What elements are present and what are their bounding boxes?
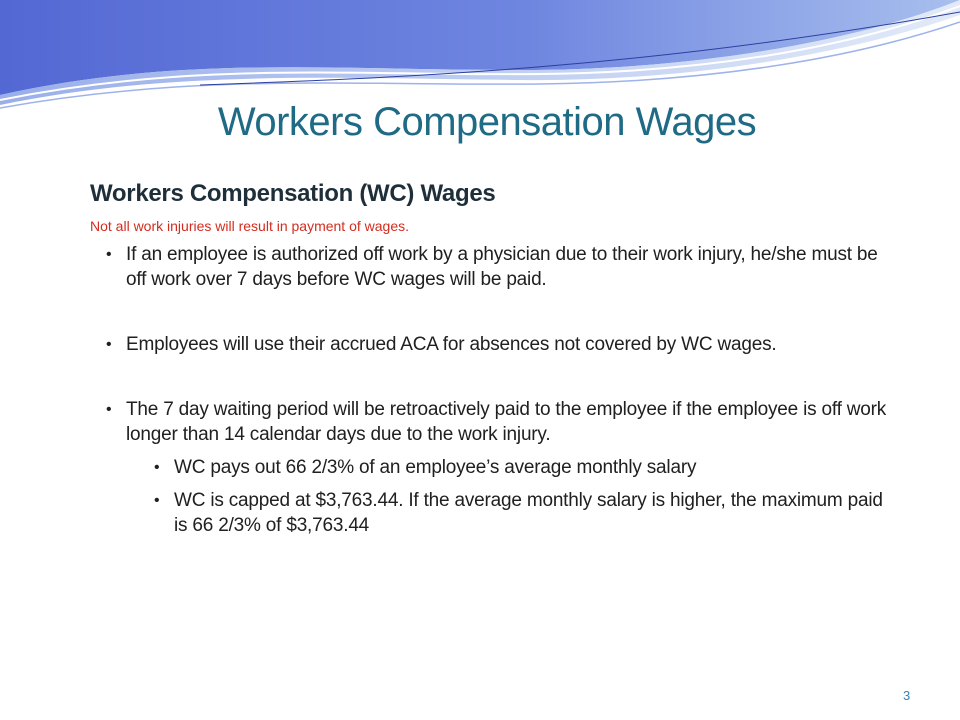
bullet-icon: • <box>154 492 160 509</box>
section-subheading: Workers Compensation (WC) Wages <box>90 180 496 207</box>
bullet-text: Employees will use their accrued ACA for absences not covered by WC wages. <box>126 334 777 355</box>
sub-bullet-item <box>126 488 890 538</box>
bullet-text: The 7 day waiting period will be retroactively paid to the employee if the employee is off work longer than 14 calendar days due to the work injury. <box>126 399 887 445</box>
bullet-icon: • <box>106 336 112 353</box>
bullet-item <box>90 332 890 357</box>
header-wave-decoration <box>0 0 960 110</box>
sub-bullet-text: WC is capped at $3,763.44. If the average monthly salary is higher, the maximum paid is 66 2/3% of $3,763.44 <box>174 490 883 536</box>
bullet-list <box>90 242 890 538</box>
page-number: 3 <box>903 688 911 703</box>
bullet-icon: • <box>154 459 160 476</box>
warning-note: Not all work injuries will result in payment of wages. <box>90 218 410 234</box>
slide-title: Workers Compensation Wages <box>217 100 757 144</box>
bullet-text: If an employee is authorized off work by a physician due to their work injury, he/she must be off work over 7 days before WC wages will be paid. <box>126 244 878 290</box>
bullet-item <box>90 242 890 292</box>
bullet-icon: • <box>106 246 112 263</box>
bullet-item <box>90 397 890 538</box>
sub-bullet-text: WC pays out 66 2/3% of an employee’s average monthly salary <box>174 457 697 478</box>
sub-bullet-item <box>126 455 890 480</box>
slide-content <box>90 180 890 538</box>
sub-bullet-list <box>126 455 890 538</box>
bullet-icon: • <box>106 401 112 418</box>
